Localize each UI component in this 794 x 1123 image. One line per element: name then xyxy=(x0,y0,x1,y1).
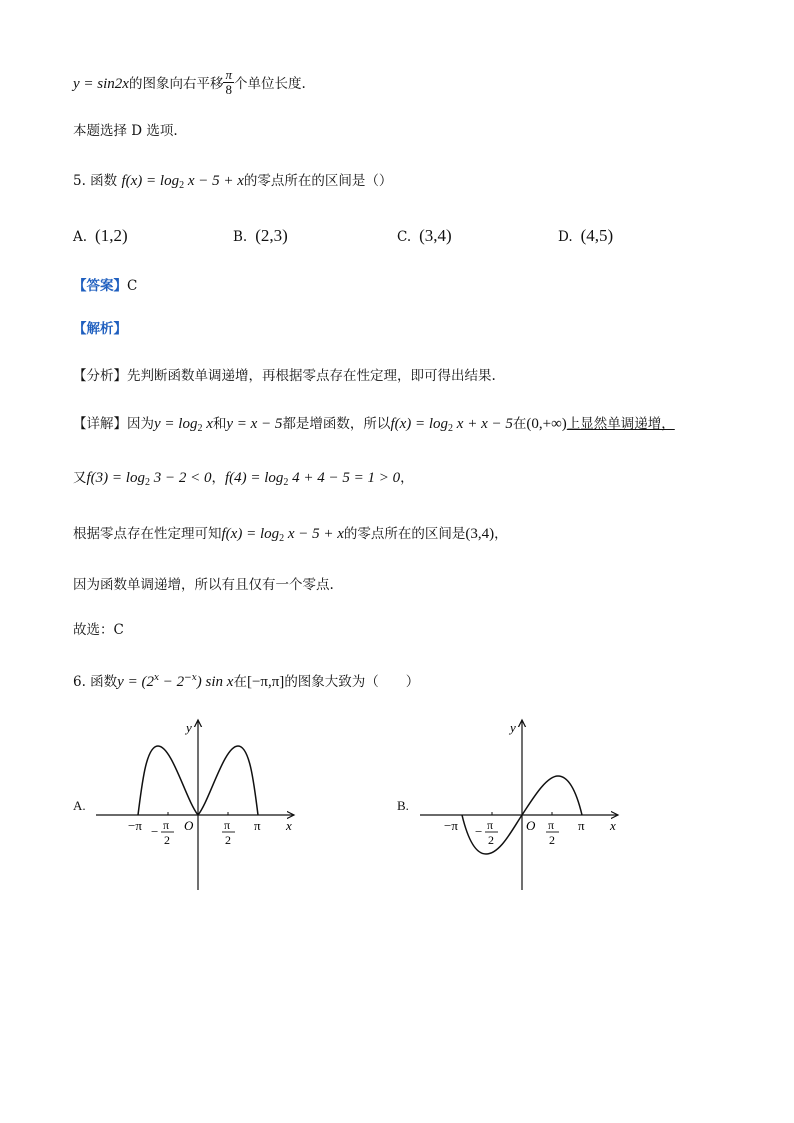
q6-mid: 在 xyxy=(233,674,247,690)
q5-stem xyxy=(73,171,392,196)
q6-sup-1: x xyxy=(153,673,160,683)
xj-eq-2: y = x − 5 xyxy=(226,416,283,432)
l3-comma: ， xyxy=(494,526,508,542)
answer-tag: 【答案】 xyxy=(73,278,127,294)
intro-line xyxy=(73,67,306,99)
neg-half-minus: − xyxy=(151,824,159,839)
xj-text-4: 在 xyxy=(512,416,527,432)
neg-pi-label: −π xyxy=(128,818,142,833)
x-axis-label: x xyxy=(610,818,616,833)
q5-analysis-heading xyxy=(73,319,127,339)
q5-base: 2 xyxy=(179,180,185,191)
origin-label: O xyxy=(526,818,536,833)
neg-half-num: π xyxy=(487,818,494,832)
intro-fraction xyxy=(223,68,234,97)
q5-option-b-value: (2,3) xyxy=(255,226,288,245)
q5-fenxi xyxy=(73,366,496,386)
q5-option-b[interactable] xyxy=(233,226,288,246)
xiangjie-tag: 【详解】 xyxy=(73,416,127,432)
q6-tail: 的图象大致为（ ） xyxy=(284,674,420,690)
neg-half-den: 2 xyxy=(164,833,170,847)
q6-stem xyxy=(73,668,419,692)
x-axis-label: x xyxy=(286,818,292,833)
q5-option-a[interactable] xyxy=(73,226,128,246)
pi-label: π xyxy=(578,818,585,833)
q6-interval: [−π,π] xyxy=(246,674,285,690)
q5-tail: 的零点所在的区间是（） xyxy=(243,173,393,189)
y-axis-label: y xyxy=(510,720,516,735)
q5-line-2 xyxy=(73,468,414,493)
l2-comma-1: ， xyxy=(211,470,225,486)
q5-option-c-value: (3,4) xyxy=(419,226,452,245)
intro-equation: y = sin2x xyxy=(73,76,129,92)
xj-base-3: 2 xyxy=(448,423,454,434)
analysis-tag: 【解析】 xyxy=(73,321,127,337)
origin-label: O xyxy=(184,818,194,833)
xj-eq-3: f(x) = log xyxy=(390,416,449,432)
intro-frac-den: 8 xyxy=(225,82,232,97)
l3-interval: (3,4) xyxy=(465,526,495,542)
graph-a-label[interactable]: A. xyxy=(73,798,86,813)
l3-eq-rest: x − 5 + x xyxy=(284,526,344,542)
q6-sup-2: −x xyxy=(184,673,197,683)
q5-func: f(x) = log xyxy=(121,173,180,189)
xj-base-1: 2 xyxy=(197,423,203,434)
neg-half-minus: − xyxy=(475,824,483,839)
l3-base: 2 xyxy=(279,533,285,544)
q5-option-a-value: (1,2) xyxy=(95,226,128,245)
select-line: 本题选择 D 选项. xyxy=(73,123,178,139)
q5-option-c-label: C. xyxy=(397,229,412,245)
neg-half-num: π xyxy=(163,818,170,832)
xj-text-5: 上显然单调递增， xyxy=(566,416,675,432)
half-den: 2 xyxy=(549,833,555,847)
xj-text-2: 和 xyxy=(212,416,227,432)
q5-line-5: 故选：C xyxy=(73,622,124,638)
q5-line-4: 因为函数单调递增，所以有且仅有一个零点. xyxy=(73,577,334,593)
pi-label: π xyxy=(254,818,261,833)
half-num: π xyxy=(224,818,231,832)
q5-option-d-label: D. xyxy=(558,229,573,245)
graph-b[interactable] xyxy=(414,712,634,892)
l3-eq: f(x) = log xyxy=(221,526,280,542)
xj-eq-1-rest: x xyxy=(202,416,213,432)
q5-number: 5. 函数 xyxy=(73,173,118,189)
intro-text-2: 个单位长度. xyxy=(233,76,306,92)
q5-option-d-value: (4,5) xyxy=(580,226,614,245)
q6-eq-a: y = (2 xyxy=(117,674,154,690)
l2-eq-2: f(4) = log xyxy=(224,470,284,486)
xj-text-1: 因为 xyxy=(127,416,154,432)
q5-line-3 xyxy=(73,524,508,549)
xj-interval: (0,+∞) xyxy=(526,416,567,432)
l2-eq-2-rest: 4 + 4 − 5 = 1 > 0 xyxy=(288,470,401,486)
q5-option-c[interactable] xyxy=(397,226,452,246)
q5-answer xyxy=(73,276,137,296)
l2-base-2: 2 xyxy=(283,477,289,488)
half-num: π xyxy=(548,818,555,832)
q5-option-a-label: A. xyxy=(73,229,88,245)
l3-text-1: 根据零点存在性定理可知 xyxy=(73,526,222,542)
intro-frac-num: π xyxy=(225,67,232,82)
q6-eq-c: ) sin x xyxy=(196,674,234,690)
q5-option-d[interactable] xyxy=(558,226,613,246)
l2-eq-1: f(3) = log xyxy=(86,470,145,486)
l2-base-1: 2 xyxy=(144,477,150,488)
xj-text-3: 都是增函数，所以 xyxy=(282,416,391,432)
xj-eq-1: y = log xyxy=(154,416,198,432)
answer-value: C xyxy=(127,278,138,294)
neg-half-den: 2 xyxy=(488,833,494,847)
intro-text-1: 的图象向右平移 xyxy=(128,76,224,92)
l2-eq-1-rest: 3 − 2 < 0 xyxy=(149,470,212,486)
half-den: 2 xyxy=(225,833,231,847)
graph-a[interactable] xyxy=(90,712,310,892)
q5-option-b-label: B. xyxy=(233,229,248,245)
fenxi-text: 先判断函数单调递增，再根据零点存在性定理，即可得出结果. xyxy=(127,368,496,384)
q6-eq-b: − 2 xyxy=(159,674,185,690)
l2-comma-2: ， xyxy=(400,470,414,486)
l3-text-2: 的零点所在的区间是 xyxy=(343,526,466,542)
q5-xiangjie-1 xyxy=(73,414,675,439)
l2-text-1: 又 xyxy=(73,470,87,486)
q5-func-rest: x − 5 + x xyxy=(184,173,244,189)
q6-number: 6. 函数 xyxy=(73,674,118,690)
fenxi-tag: 【分析】 xyxy=(73,368,127,384)
y-axis-label: y xyxy=(186,720,192,735)
neg-pi-label: −π xyxy=(444,818,458,833)
graph-b-label[interactable]: B. xyxy=(397,798,409,813)
xj-eq-3-rest: x + x − 5 xyxy=(453,416,513,432)
